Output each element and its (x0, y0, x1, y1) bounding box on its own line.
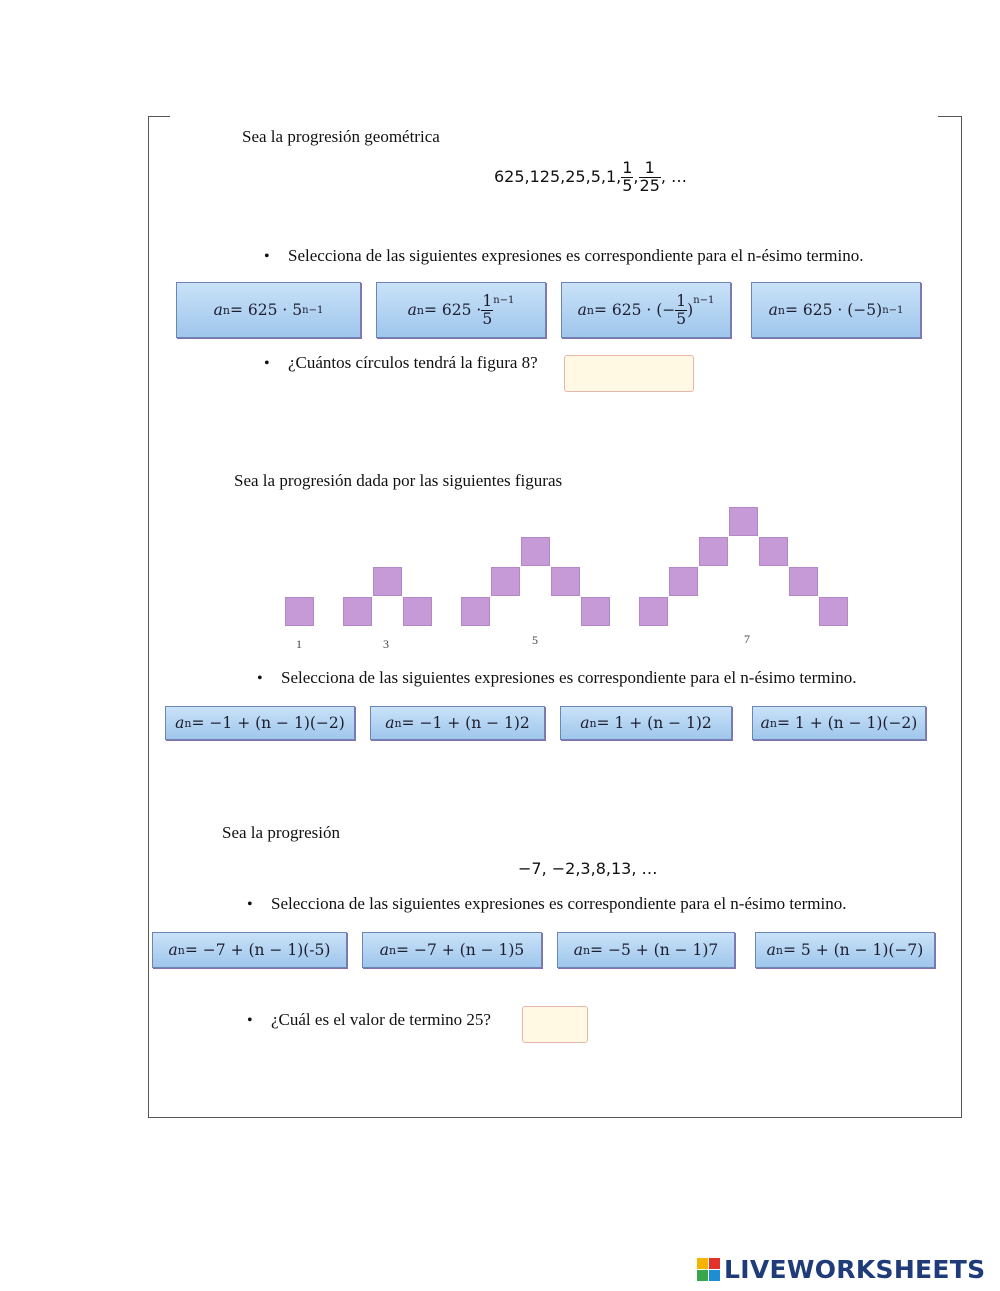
figure-square (285, 597, 314, 626)
figure-square (789, 567, 818, 596)
option-4-sequence[interactable]: a n = 5 + (n − 1)(−7) (755, 932, 935, 968)
logo-square (709, 1258, 720, 1269)
logo-squares-icon (697, 1258, 720, 1281)
figure-square (403, 597, 432, 626)
figure8-answer-input[interactable] (564, 355, 694, 392)
figure-square (521, 537, 550, 566)
option-1-figures[interactable]: a n = −1 + (n − 1)(−2) (165, 706, 355, 740)
figure8-question: • ¿Cuántos círculos tendrá la figura 8? (264, 353, 538, 373)
section2-intro: Sea la progresión dada por las siguientes figuras (234, 471, 563, 490)
figure-square (461, 597, 490, 626)
frame-line (148, 1117, 962, 1118)
section1-instruction: • Selecciona de las siguientes expresiones es correspondiente para el n-ésimo termino. (264, 246, 863, 266)
sequence-suffix: , … (660, 166, 688, 186)
section2-instruction: • Selecciona de las siguientes expresiones es correspondiente para el n-ésimo termino. (257, 668, 856, 688)
figure-square (581, 597, 610, 626)
figure-square (551, 567, 580, 596)
term25-answer-input[interactable] (522, 1006, 588, 1043)
option-3-sequence[interactable]: a n = −5 + (n − 1)7 (557, 932, 735, 968)
sequence-fraction: $\frac{1}{25}$ (639, 158, 660, 195)
geometric-sequence: 625,125,25,5,1, $\frac{1}{5}$ , $\frac{1}{25}$ , … (494, 158, 688, 195)
logo-text: LIVEWORKSHEETS (724, 1254, 986, 1284)
figure-square (669, 567, 698, 596)
section1-intro: Sea la progresión geométrica (242, 127, 440, 146)
figure-square (699, 537, 728, 566)
option-3-geometric[interactable]: a n = 625 · (− $\frac{1}{5}$ ) $^{n-1}$ (561, 282, 731, 338)
figure-square (729, 507, 758, 536)
figure-square (759, 537, 788, 566)
term25-question: • ¿Cuál es el valor de termino 25? (247, 1010, 491, 1030)
option-2-sequence[interactable]: a n = −7 + (n − 1)5 (362, 932, 542, 968)
figure-label: 7 (744, 632, 750, 646)
logo-square (709, 1270, 720, 1281)
sequence-prefix: 625,125,25,5,1, (494, 166, 622, 186)
liveworksheets-logo (697, 1253, 985, 1285)
sequence-fraction: $\frac{1}{5}$ (622, 158, 633, 195)
option-3-figures[interactable]: a n = 1 + (n − 1)2 (560, 706, 732, 740)
figure-square (639, 597, 668, 626)
option-2-geometric[interactable]: a n = 625 · $\frac{1}{5}$ $^{n-1}$ (376, 282, 546, 338)
section3-instruction: • Selecciona de las siguientes expresiones es correspondiente para el n-ésimo termino. (247, 894, 846, 914)
figure-square (343, 597, 372, 626)
option-1-geometric[interactable]: a n = 625 · 5 n−1 (176, 282, 361, 338)
frame-line (148, 116, 149, 1117)
option-4-figures[interactable]: a n = 1 + (n − 1)(−2) (752, 706, 926, 740)
frame-line (938, 116, 961, 117)
figure-square (373, 567, 402, 596)
frame-line (961, 116, 962, 1117)
option-4-geometric[interactable]: a n = 625 · (−5) n−1 (751, 282, 921, 338)
option-2-figures[interactable]: a n = −1 + (n − 1)2 (370, 706, 545, 740)
logo-square (697, 1270, 708, 1281)
option-1-sequence[interactable]: a n = −7 + (n − 1)(-5) (152, 932, 347, 968)
frame-line (148, 116, 170, 117)
figure-label: 1 (296, 637, 302, 651)
logo-square (697, 1258, 708, 1269)
figure-label: 3 (383, 637, 389, 651)
figure-label: 5 (532, 633, 538, 647)
figure-square (819, 597, 848, 626)
section3-intro: Sea la progresión (222, 823, 341, 842)
figure-square (491, 567, 520, 596)
arithmetic-sequence: −7, −2,3,8,13, … (518, 859, 658, 878)
